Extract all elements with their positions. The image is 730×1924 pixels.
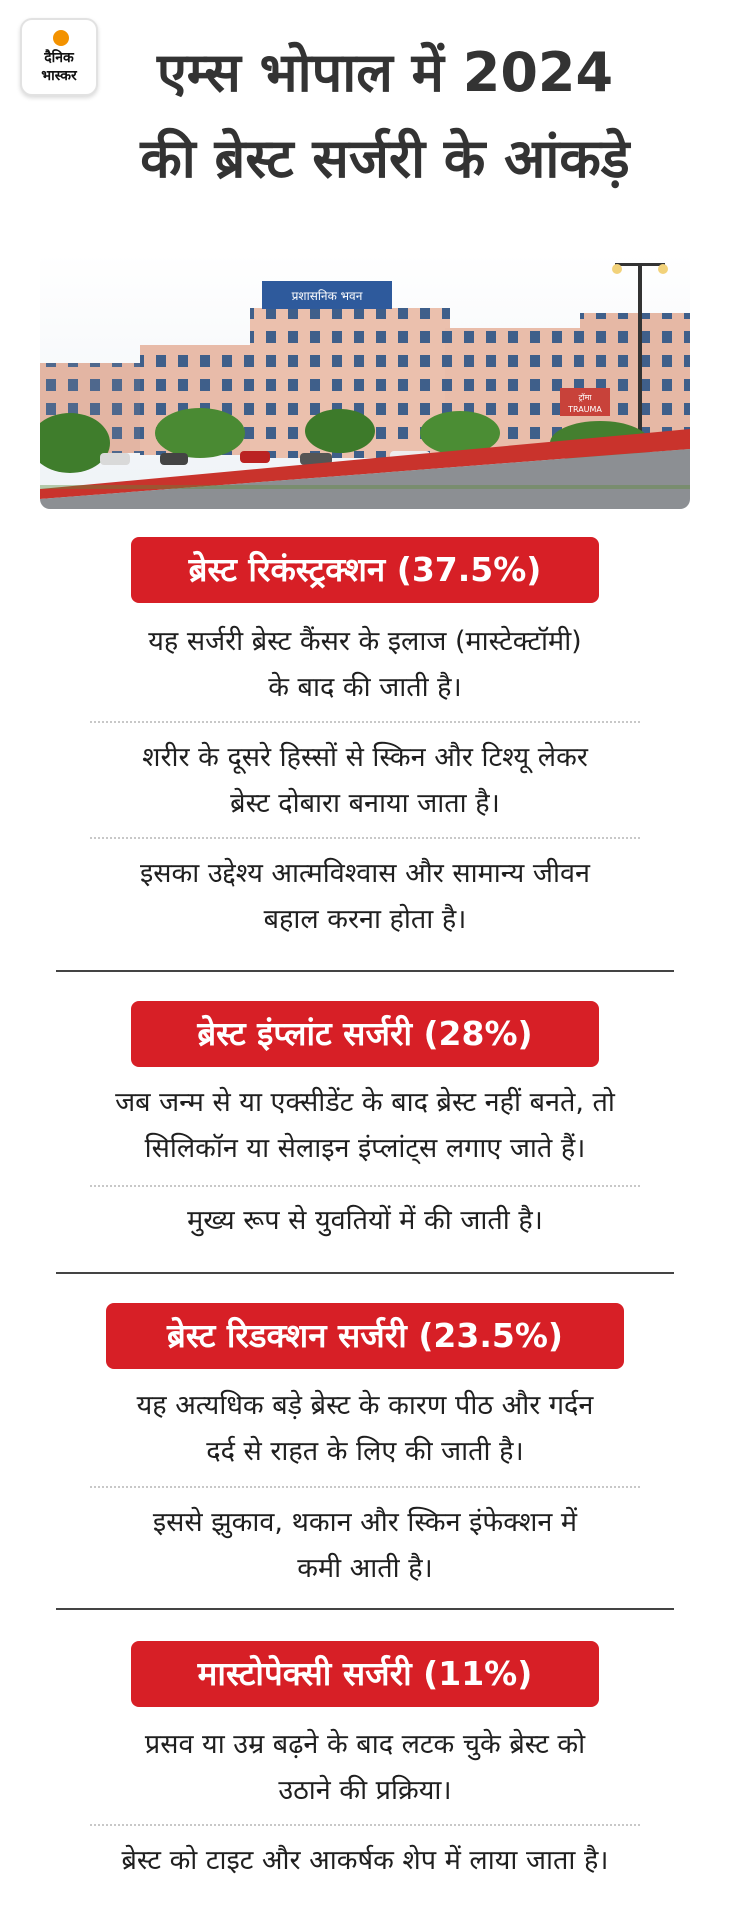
point-divider — [90, 1824, 640, 1826]
building-sign: प्रशासनिक भवन — [291, 289, 363, 303]
section-point — [60, 735, 670, 827]
section-point — [60, 1500, 670, 1592]
section-divider — [56, 1608, 674, 1610]
point-line: उठाने की प्रक्रिया। — [278, 1775, 452, 1806]
point-line: कमी आती है। — [297, 1553, 433, 1584]
section-point — [60, 851, 670, 943]
point-divider — [90, 721, 640, 723]
point-divider — [90, 837, 640, 839]
point-line: इससे झुकाव, थकान और स्किन इंफेक्शन में — [152, 1507, 578, 1538]
point-line: जब जन्म से या एक्सीडेंट के बाद ब्रेस्ट नहीं बनते, तो — [115, 1087, 615, 1118]
section-point — [40, 1838, 690, 1884]
trauma-sign: TRAUMA — [568, 405, 602, 414]
point-line: इसका उद्देश्य आत्मविश्वास और सामान्य जीवन — [140, 858, 590, 889]
page-title-line1: एम्स भोपाल में 2024 — [156, 41, 614, 104]
section-title: ब्रेस्ट रिडक्शन सर्जरी (23.5%) — [106, 1303, 624, 1369]
section-title: मास्टोपेक्सी सर्जरी (11%) — [131, 1641, 599, 1707]
section-divider — [56, 970, 674, 972]
point-line: के बाद की जाती है। — [268, 672, 462, 703]
point-line: सिलिकॉन या सेलाइन इंप्लांट्स लगाए जाते हैं। — [144, 1133, 586, 1164]
point-line: मुख्य रूप से युवतियों में की जाती है। — [187, 1205, 543, 1236]
trauma-sign-hindi: ट्रॉमा — [578, 393, 592, 402]
brand-name-line1: दैनिक — [44, 50, 74, 66]
point-line: यह सर्जरी ब्रेस्ट कैंसर के इलाज (मास्टेक्टॉमी) — [148, 626, 582, 657]
point-line: दर्द से राहत के लिए की जाती है। — [206, 1436, 524, 1467]
point-line: ब्रेस्ट को टाइट और आकर्षक शेप में लाया जाता है। — [121, 1845, 609, 1876]
section-point — [60, 619, 670, 711]
page-title — [60, 30, 710, 202]
point-line: शरीर के दूसरे हिस्सों से स्किन और टिश्यू लेकर — [142, 742, 588, 773]
section-point — [40, 1080, 690, 1172]
section-title: ब्रेस्ट इंप्लांट सर्जरी (28%) — [131, 1001, 599, 1067]
point-divider — [90, 1486, 640, 1488]
point-line: ब्रेस्ट दोबारा बनाया जाता है। — [230, 788, 500, 819]
point-line: बहाल करना होता है। — [263, 904, 467, 935]
section-divider — [56, 1272, 674, 1274]
point-line: प्रसव या उम्र बढ़ने के बाद लटक चुके ब्रेस्ट को — [144, 1729, 586, 1760]
brand-name-line2: भास्कर — [41, 68, 77, 84]
point-line: यह अत्यधिक बड़े ब्रेस्ट के कारण पीठ और गर्दन — [136, 1390, 594, 1421]
section-point — [60, 1722, 670, 1814]
page-title-line2: की ब्रेस्ट सर्जरी के आंकड़े — [140, 127, 630, 190]
section-point — [60, 1383, 670, 1475]
section-title: ब्रेस्ट रिकंस्ट्रक्शन (37.5%) — [131, 537, 599, 603]
section-point — [60, 1198, 670, 1244]
hospital-photo — [40, 253, 690, 509]
point-divider — [90, 1185, 640, 1187]
